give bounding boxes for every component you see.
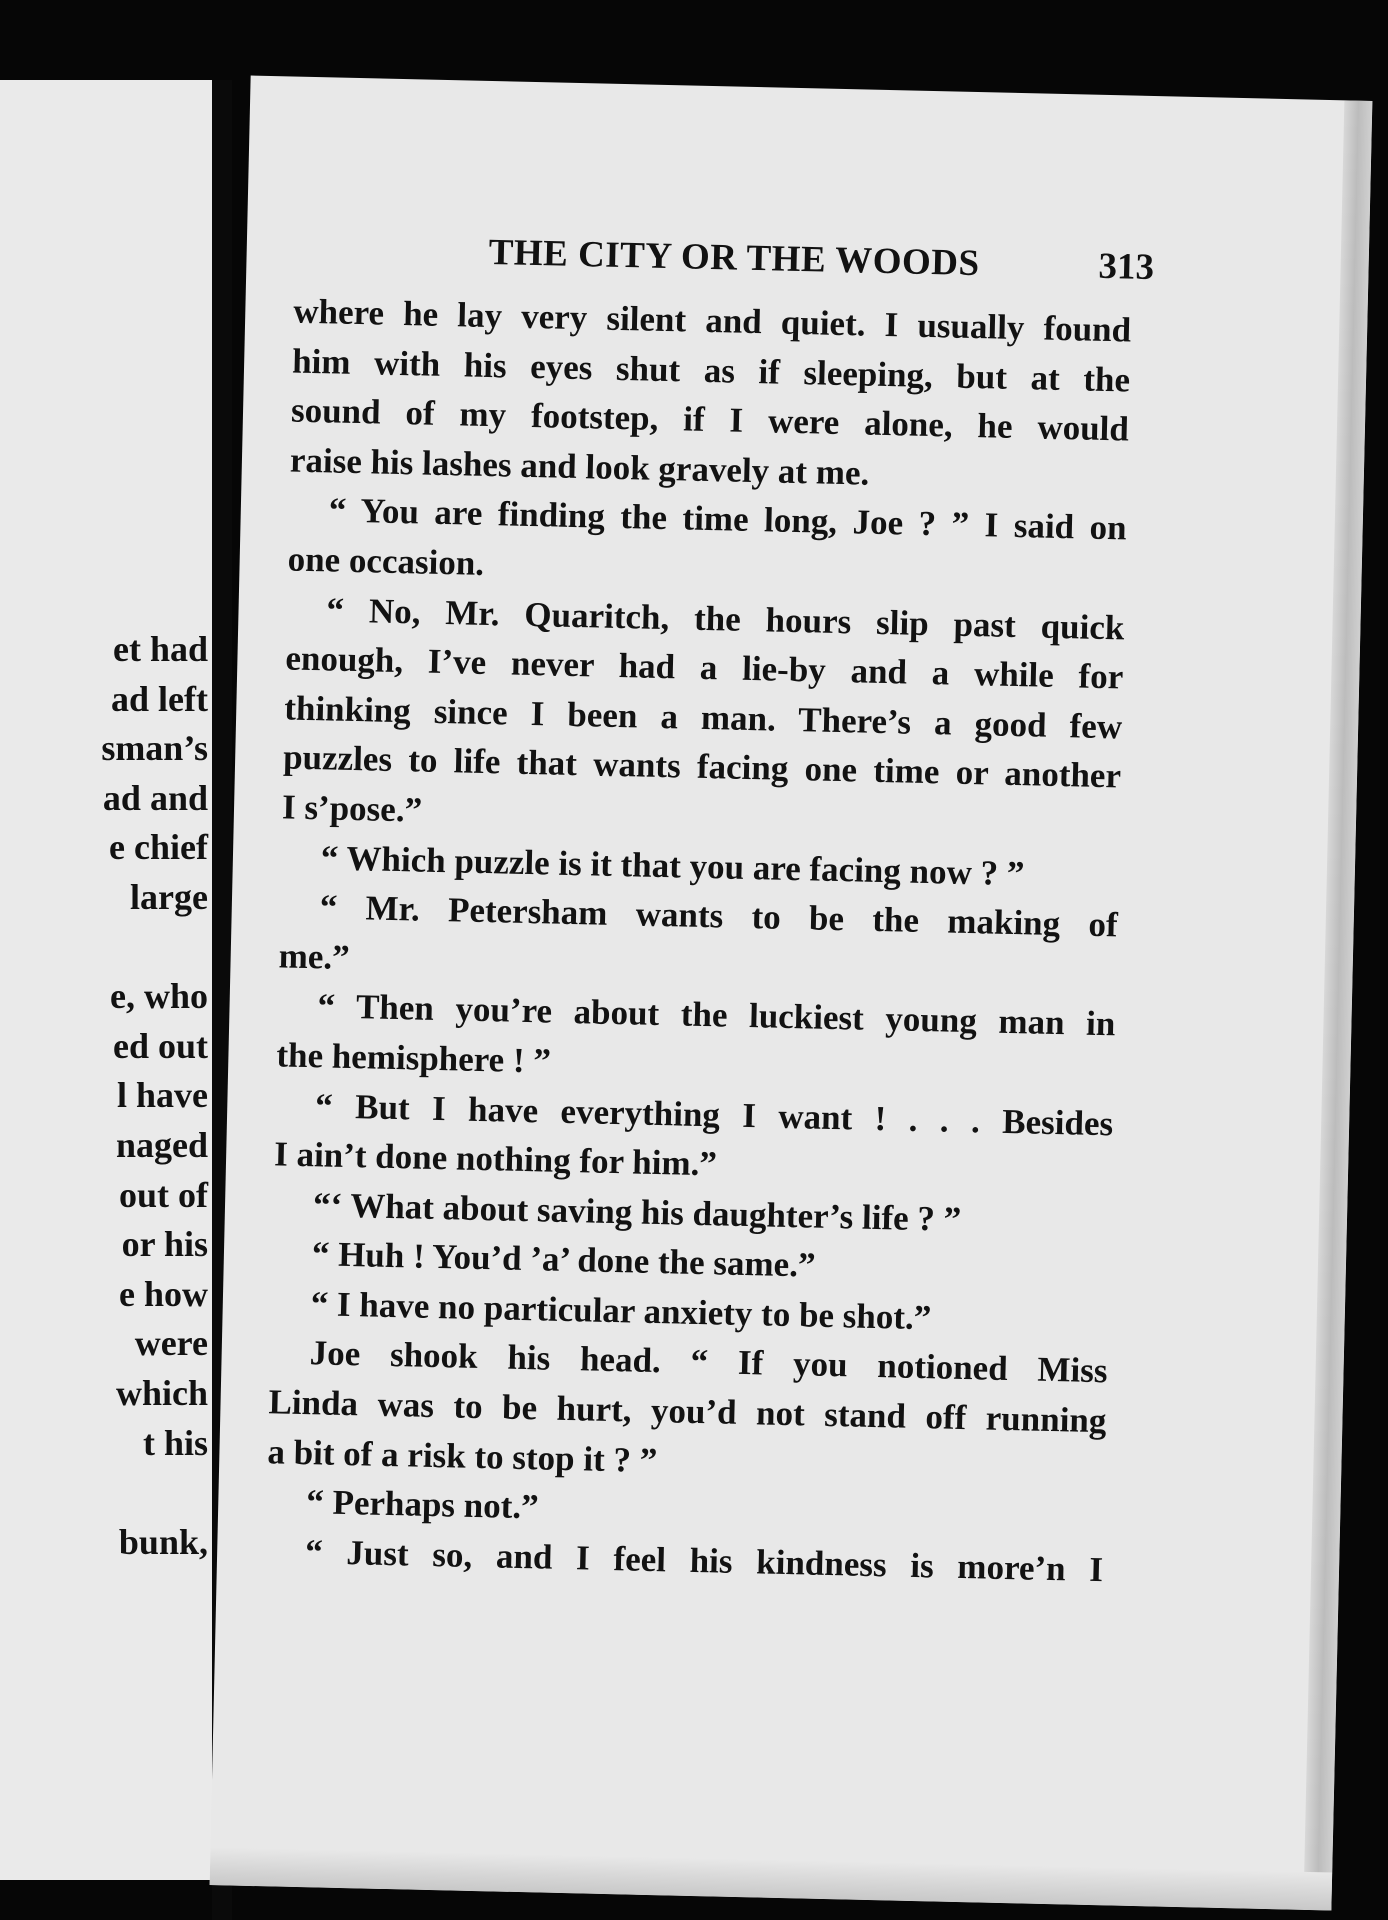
left-line: out of: [119, 1174, 208, 1215]
left-line: naged: [115, 1124, 208, 1165]
left-line: e chief: [109, 827, 208, 868]
text-line: the hemisphere ! ”: [276, 1035, 552, 1081]
text-line: “‘ What about saving his daughter’s life ? ”: [312, 1184, 962, 1239]
text-line: I ain’t done nothing for him.”: [273, 1134, 718, 1184]
page-number: 313: [1098, 245, 1155, 289]
left-line: e, who: [110, 976, 208, 1017]
left-line: bunk,: [118, 1521, 208, 1562]
text-line: “ But I have everything I want ! . . . Besides: [314, 1085, 1114, 1143]
left-line: which: [115, 1372, 208, 1413]
text-line: “ No, Mr. Quaritch, the hours slip past quick: [326, 589, 1125, 648]
text-line: “ Which puzzle is it that you are facing now ? ”: [320, 837, 1025, 893]
page-edge: [1303, 100, 1372, 1910]
text-line: “ Then you’re about the luckiest young man in: [317, 986, 1116, 1044]
text-line: Linda was to be hurt, you’d not stand off running: [268, 1382, 1107, 1441]
left-line: ad left: [111, 678, 208, 719]
page-body: [265, 287, 1132, 1595]
right-page: [210, 76, 1373, 1911]
left-line: et had: [112, 629, 208, 669]
left-line: sman’s: [101, 728, 208, 769]
text-line: I s’pose.”: [281, 787, 423, 830]
left-line: were: [134, 1323, 208, 1364]
left-page: [0, 80, 212, 1880]
text-line: “ Perhaps not.”: [305, 1482, 540, 1527]
text-line: “ I have no particular anxiety to be shot.”: [310, 1284, 932, 1338]
page-bottom-shadow: [210, 1847, 1333, 1910]
text-line: “ Mr. Petersham wants to be the making of: [319, 887, 1119, 945]
text-line: a bit of a risk to stop it ? ”: [267, 1431, 658, 1480]
left-page-text: [0, 625, 208, 1567]
left-line: ad and: [102, 777, 208, 818]
text-line: where he lay very silent and quiet. I usually found: [292, 291, 1132, 350]
left-line: e how: [119, 1273, 208, 1314]
left-line: or his: [121, 1224, 208, 1265]
left-line-gap: [0, 923, 208, 973]
text-line: him with his eyes shut as if sleeping, but at the: [291, 341, 1131, 400]
text-line: “ You are finding the time long, Joe ? ” I said on: [328, 490, 1128, 548]
text-line: “ Huh ! You’d ’a’ done the same.”: [311, 1234, 816, 1285]
left-line-gap: [0, 1468, 208, 1518]
running-head-title: THE CITY OR THE WOODS: [488, 231, 981, 285]
text-line: sound of my footstep, if I were alone, he would: [290, 390, 1130, 449]
text-line: “ Just so, and I feel his kindness is more’n I: [304, 1531, 1104, 1590]
left-line: large: [130, 876, 208, 917]
left-line: t his: [142, 1422, 208, 1463]
text-line: Joe shook his head. “ If you notioned Miss: [309, 1333, 1108, 1391]
text-line: enough, I’ve never had a lie-by and a while for: [285, 638, 1124, 697]
left-line: l have: [116, 1075, 208, 1116]
text-line: puzzles to life that wants facing one time or another: [282, 737, 1122, 796]
text-line: raise his lashes and look gravely at me.: [289, 440, 870, 493]
text-line: one occasion.: [287, 539, 485, 583]
text-line: thinking since I been a man. There’s a good few: [283, 688, 1123, 747]
left-line: ed out: [112, 1025, 208, 1066]
text-line: me.”: [278, 936, 351, 977]
